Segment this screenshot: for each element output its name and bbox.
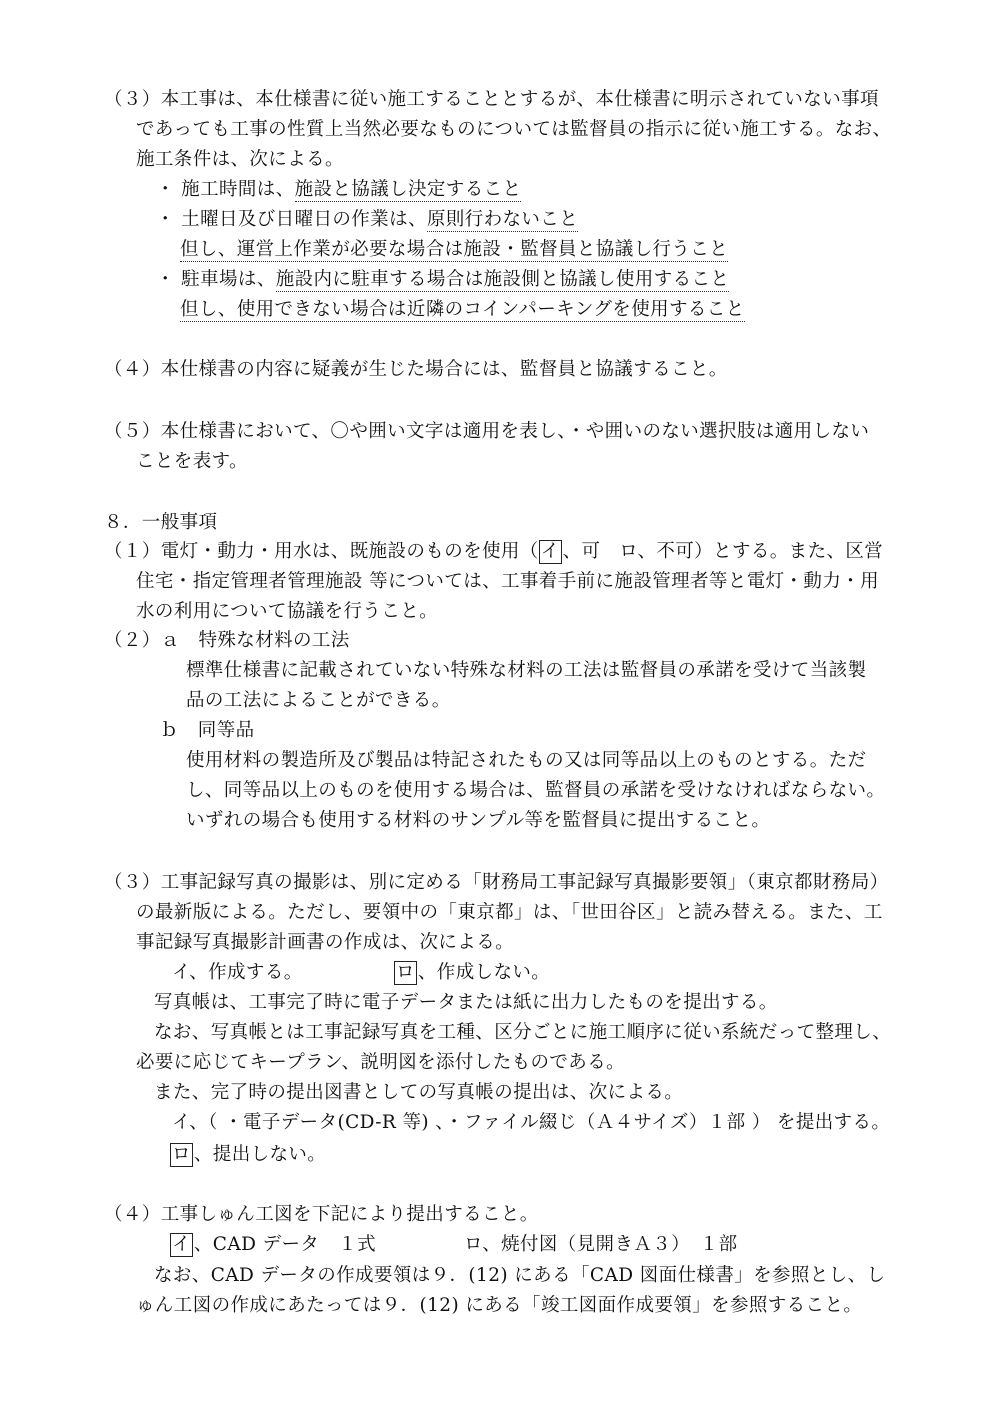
g1-line3: 水の利用について協議を行うこと。 bbox=[136, 601, 439, 622]
g3-option-4-box: ロ bbox=[172, 1144, 191, 1165]
g2-a-title: （２）ａ 特殊な材料の工法 bbox=[104, 630, 350, 651]
s3-bullet-3-underlined-2: 但し、使用できない場合は近隣のコインパーキングを使用すること bbox=[180, 299, 745, 320]
g4-option-1-box: イ bbox=[172, 1234, 191, 1255]
g4-option-1 bbox=[170, 1232, 376, 1258]
s3-bullet-3-line2 bbox=[180, 297, 745, 323]
s3-bullet-2 bbox=[156, 207, 578, 233]
s3-bullet-3 bbox=[156, 267, 729, 293]
s3-line3: 施工条件は、次による。 bbox=[136, 149, 344, 170]
s3-line1: （３）本工事は、本仕様書に従い施工することとするが、本仕様書に明示されていない事項 bbox=[104, 89, 879, 110]
heading-8: ８．一般事項 bbox=[104, 512, 218, 533]
s4-line1: （４）本仕様書の内容に疑義が生じた場合には、監督員と協議すること。 bbox=[104, 359, 728, 380]
g4-para-2: ゅん工図の作成にあたっては９．(12) にある「竣工図面作成要領」を参照すること。 bbox=[136, 1295, 863, 1316]
g3-para-4: また、完了時の提出図書としての写真帳の提出は、次による。 bbox=[154, 1082, 684, 1103]
g4-option-1-text: 、CAD データ １式 bbox=[193, 1234, 377, 1255]
g3-option-3: イ、（ ・電子データ(CD-R 等) 、・ファイル綴じ（Ａ４サイズ）１部 ） を提出する。 bbox=[172, 1112, 891, 1133]
s3-bullet-2-underlined-2: 但し、運営上作業が必要な場合は施設・監督員と協議し行うこと bbox=[180, 239, 729, 260]
s3-bullet-2-line2 bbox=[180, 237, 728, 263]
g2-b-line1: 使用材料の製造所及び製品は特記されたもの又は同等品以上のものとする。ただ bbox=[186, 750, 867, 771]
g2-b-line3: いずれの場合も使用する材料のサンプル等を監督員に提出すること。 bbox=[186, 810, 771, 831]
s3-bullet-3-prefix: ・ 駐車場は、 bbox=[156, 269, 276, 290]
g3-line1: （３）工事記録写真の撮影は、別に定める「財務局工事記録写真撮影要領」（東京都財務局） bbox=[104, 872, 889, 893]
g1-line1-pre: （１）電灯・動力・用水は、既施設のものを使用（ bbox=[104, 541, 539, 562]
g3-option-1: イ、作成する。 bbox=[172, 962, 303, 983]
g1-line1-post: 、可 ロ、不可）とする。また、区営 bbox=[562, 541, 884, 562]
g3-para-1: 写真帳は、工事完了時に電子データまたは紙に出力したものを提出する。 bbox=[154, 992, 778, 1013]
g3-option-4-text: 、提出しない。 bbox=[193, 1144, 327, 1165]
g3-option-2 bbox=[394, 960, 550, 986]
g2-b-line2: し、同等品以上のものを使用する場合は、監督員の承諾を受けなければならない。 bbox=[186, 780, 886, 801]
g3-option-4 bbox=[170, 1142, 326, 1168]
s5-line1: （５）本仕様書において、〇や囲い文字は適用を表し、・や囲いのない選択肢は適用しない bbox=[104, 421, 870, 442]
g3-para-2: なお、写真帳とは工事記録写真を工種、区分ごとに施工順序に従い系統だって整理し、 bbox=[154, 1022, 892, 1043]
g3-line3: 事記録写真撮影計画書の作成は、次による。 bbox=[136, 932, 515, 953]
g4-line1: （４）工事しゅん工図を下記により提出すること。 bbox=[104, 1204, 539, 1225]
s3-line2: であっても工事の性質上当然必要なものについては監督員の指示に従い施工する。なお、 bbox=[136, 119, 892, 140]
s3-bullet-2-prefix: ・ 土曜日及び日曜日の作業は、 bbox=[156, 209, 427, 230]
s3-bullet-2-underlined: 原則行わないこと bbox=[426, 209, 579, 230]
g3-option-2-text: 、作成しない。 bbox=[417, 962, 551, 983]
s3-bullet-1-prefix: ・ 施工時間は、 bbox=[156, 179, 295, 200]
g4-option-2: ロ、焼付図（見開きＡ３） １部 bbox=[464, 1234, 738, 1255]
g2-a-line2: 品の工法によることができる。 bbox=[186, 690, 451, 711]
s3-bullet-1-underlined: 施設と協議し決定すること bbox=[294, 179, 522, 200]
g3-line2: の最新版による。ただし、要領中の「東京都」は、「世田谷区」と読み替える。また、工 bbox=[136, 902, 883, 923]
g1-option-i-box: イ bbox=[540, 541, 560, 562]
g1-line1 bbox=[104, 539, 883, 565]
g1-line2: 住宅・指定管理者管理施設 等については、工事着手前に施設管理者等と電灯・動力・用 bbox=[136, 571, 880, 592]
s5-line2: ことを表す。 bbox=[136, 451, 248, 472]
s3-bullet-3-underlined: 施設内に駐車する場合は施設側と協議し使用すること bbox=[275, 269, 730, 290]
g3-option-2-box: ロ bbox=[396, 962, 415, 983]
s3-bullet-1 bbox=[156, 177, 521, 203]
g2-b-title: ｂ 同等品 bbox=[160, 720, 255, 741]
g3-para-3: 必要に応じてキープラン、説明図を添付したものである。 bbox=[136, 1052, 625, 1073]
g4-para-1: なお、CAD データの作成要領は９．(12) にある「CAD 図面仕様書」を参照とし、し bbox=[154, 1265, 886, 1286]
g2-a-line1: 標準仕様書に記載されていない特殊な材料の工法は監督員の承諾を受けて当該製 bbox=[186, 660, 867, 681]
